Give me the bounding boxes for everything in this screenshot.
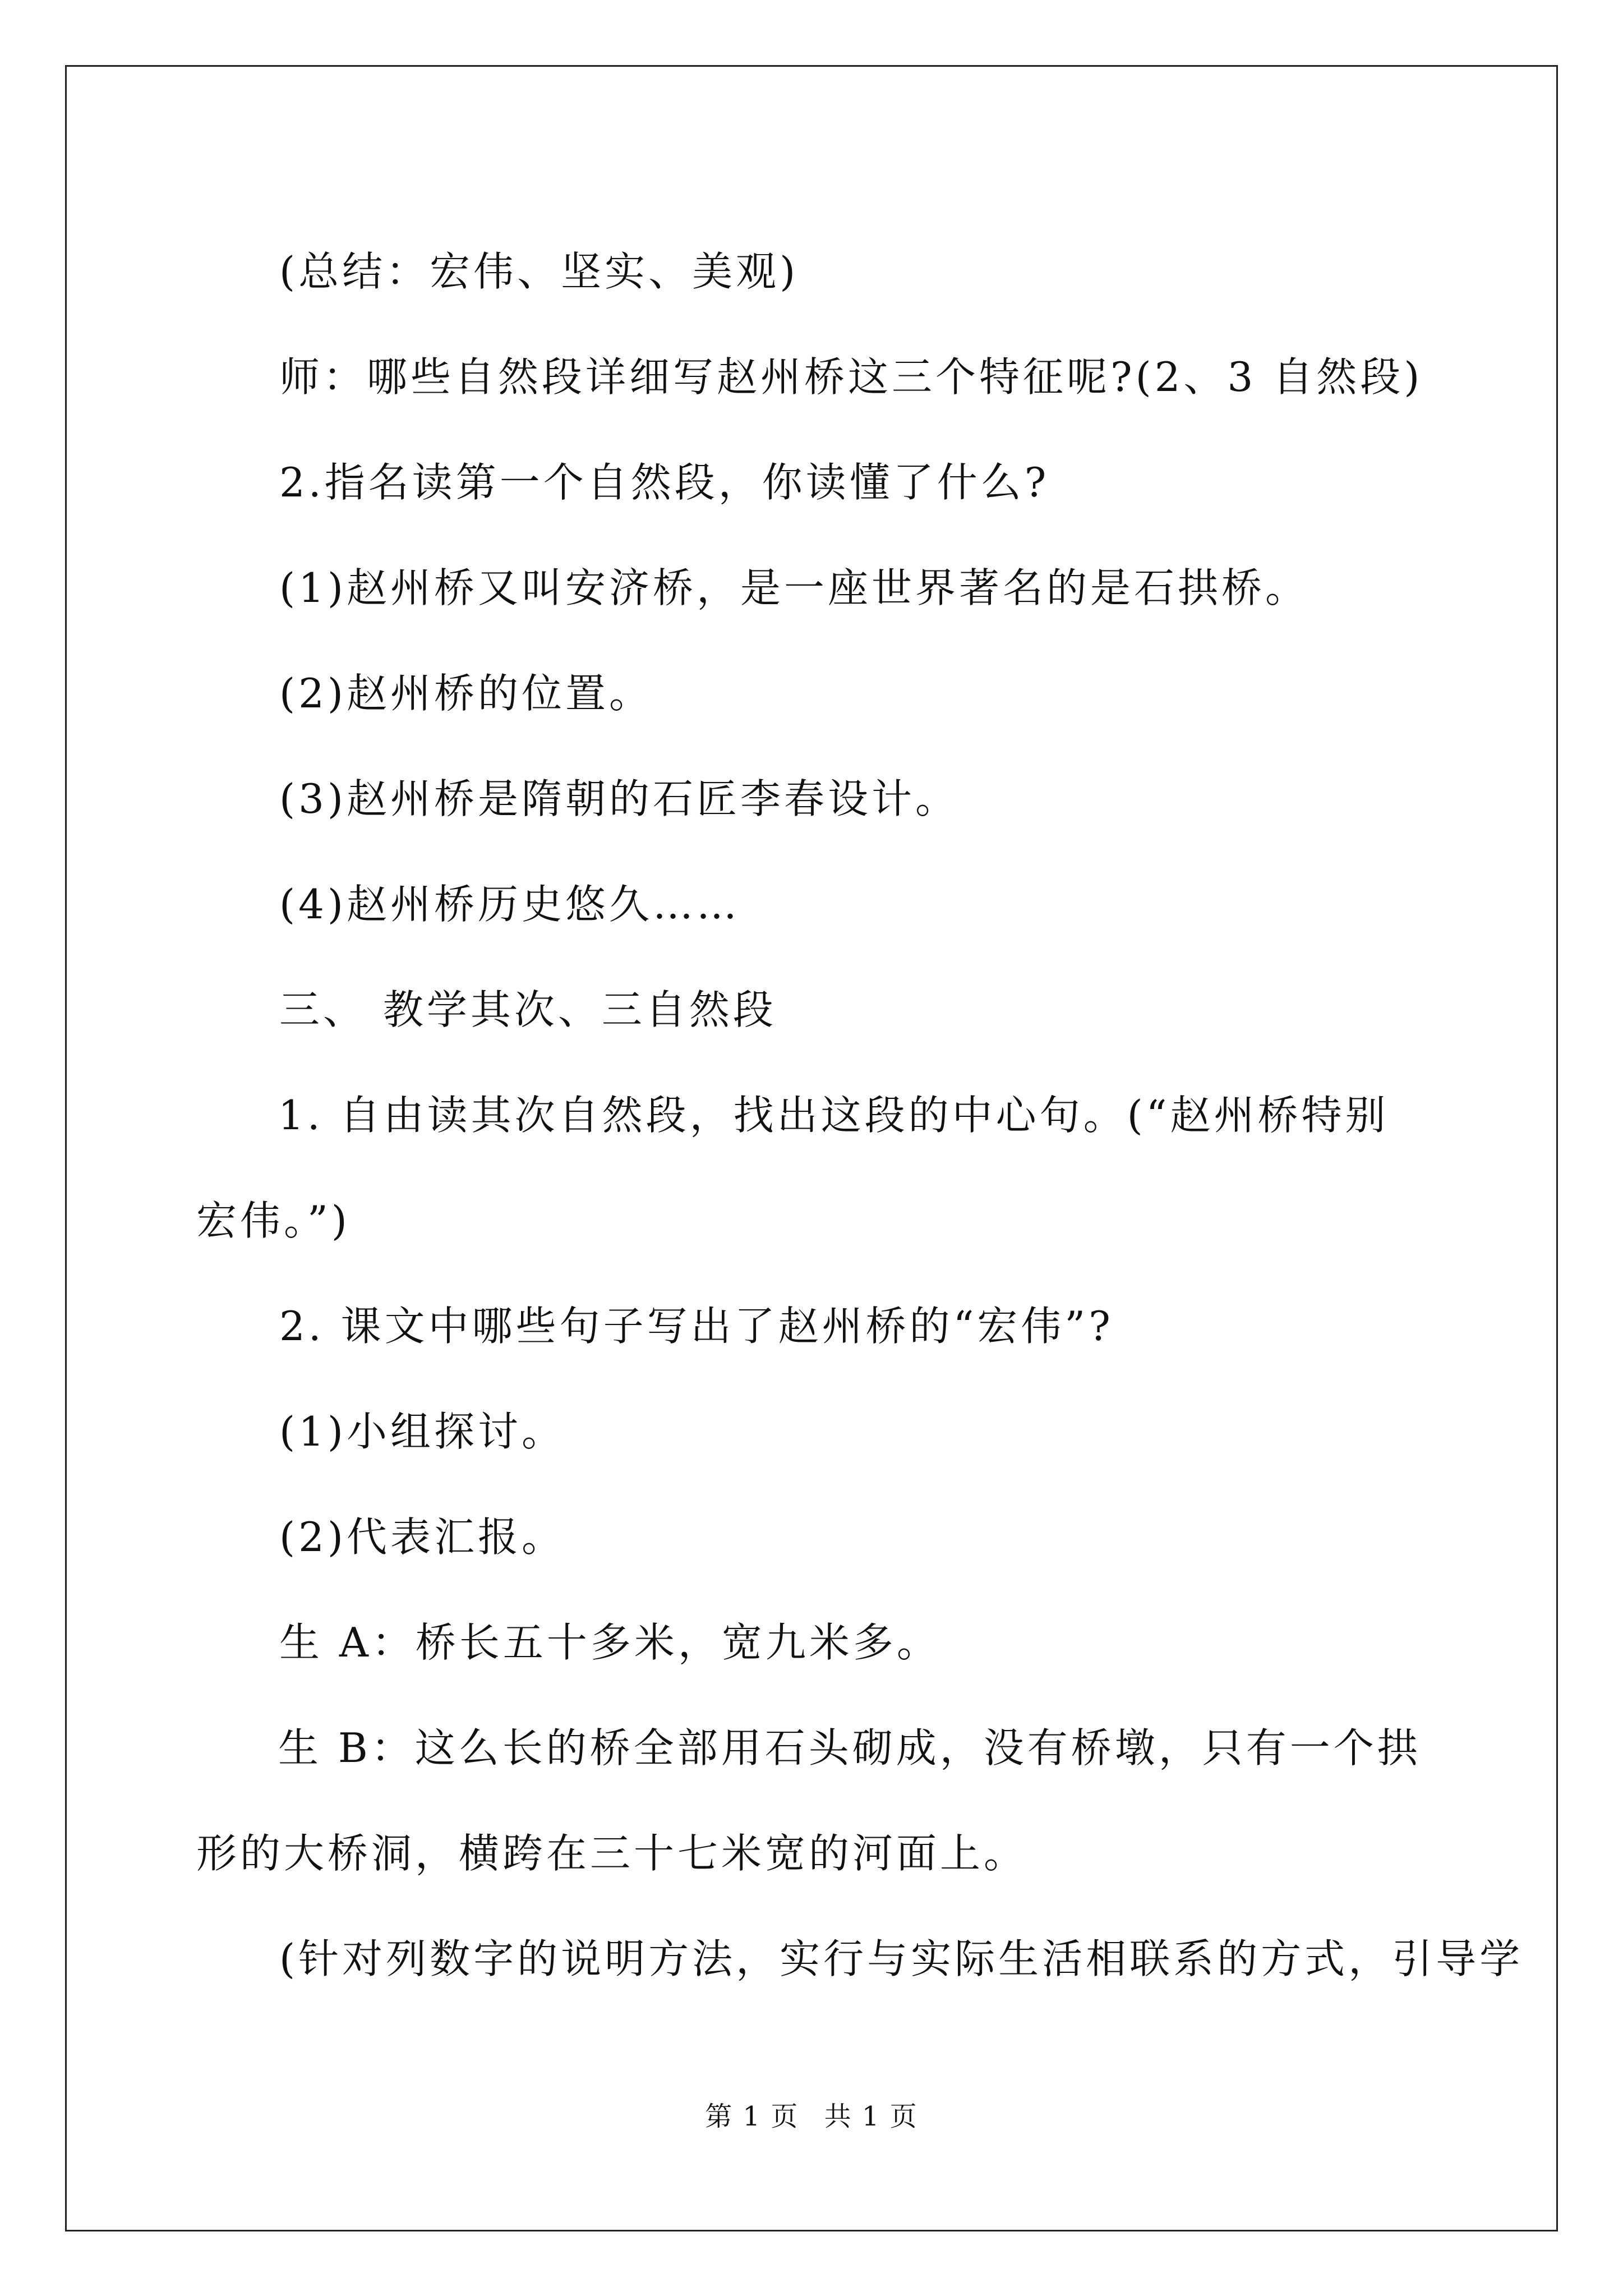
paragraph: 三、 教学其次、三自然段 <box>279 986 777 1033</box>
page-total: 共 1 页 <box>824 2101 918 2132</box>
page-footer <box>0 2095 1623 2133</box>
page-number: 第 1 页 <box>705 2101 799 2132</box>
paragraph: 师：哪些自然段详细写赵州桥这三个特征呢?(2、3 自然段) <box>279 353 1423 401</box>
paragraph: (1)赵州桥又叫安济桥，是一座世界著名的是石拱桥。 <box>279 564 1309 611</box>
paragraph: (针对列数字的说明方法，实行与实际生活相联系的方式，引导学 <box>279 1935 1524 1982</box>
document-body <box>196 219 1524 2012</box>
paragraph: 2.指名读第一个自然段，你读懂了什么? <box>279 459 1050 506</box>
paragraph: (总结：宏伟、坚实、美观) <box>279 248 799 295</box>
paragraph: (2)赵州桥的位置。 <box>279 670 653 717</box>
paragraph: 2. 课文中哪些句子写出了赵州桥的“宏伟”? <box>279 1303 1114 1350</box>
paragraph: (1)小组探讨。 <box>279 1408 565 1455</box>
paragraph: (2)代表汇报。 <box>279 1513 565 1561</box>
paragraph: 1. 自由读其次自然段，找出这段的中心句。(“赵州桥特别宏伟。”) <box>196 1092 1389 1244</box>
paragraph: 生 A：桥长五十多米，宽九米多。 <box>279 1619 940 1666</box>
paragraph: (3)赵州桥是隋朝的石匠李春设计。 <box>279 775 959 822</box>
paragraph: 生 B：这么长的桥全部用石头砌成，没有桥墩，只有一个拱形的大桥洞，横跨在三十七米宽的河面上。 <box>196 1724 1421 1877</box>
paragraph: (4)赵州桥历史悠久…… <box>279 881 740 928</box>
